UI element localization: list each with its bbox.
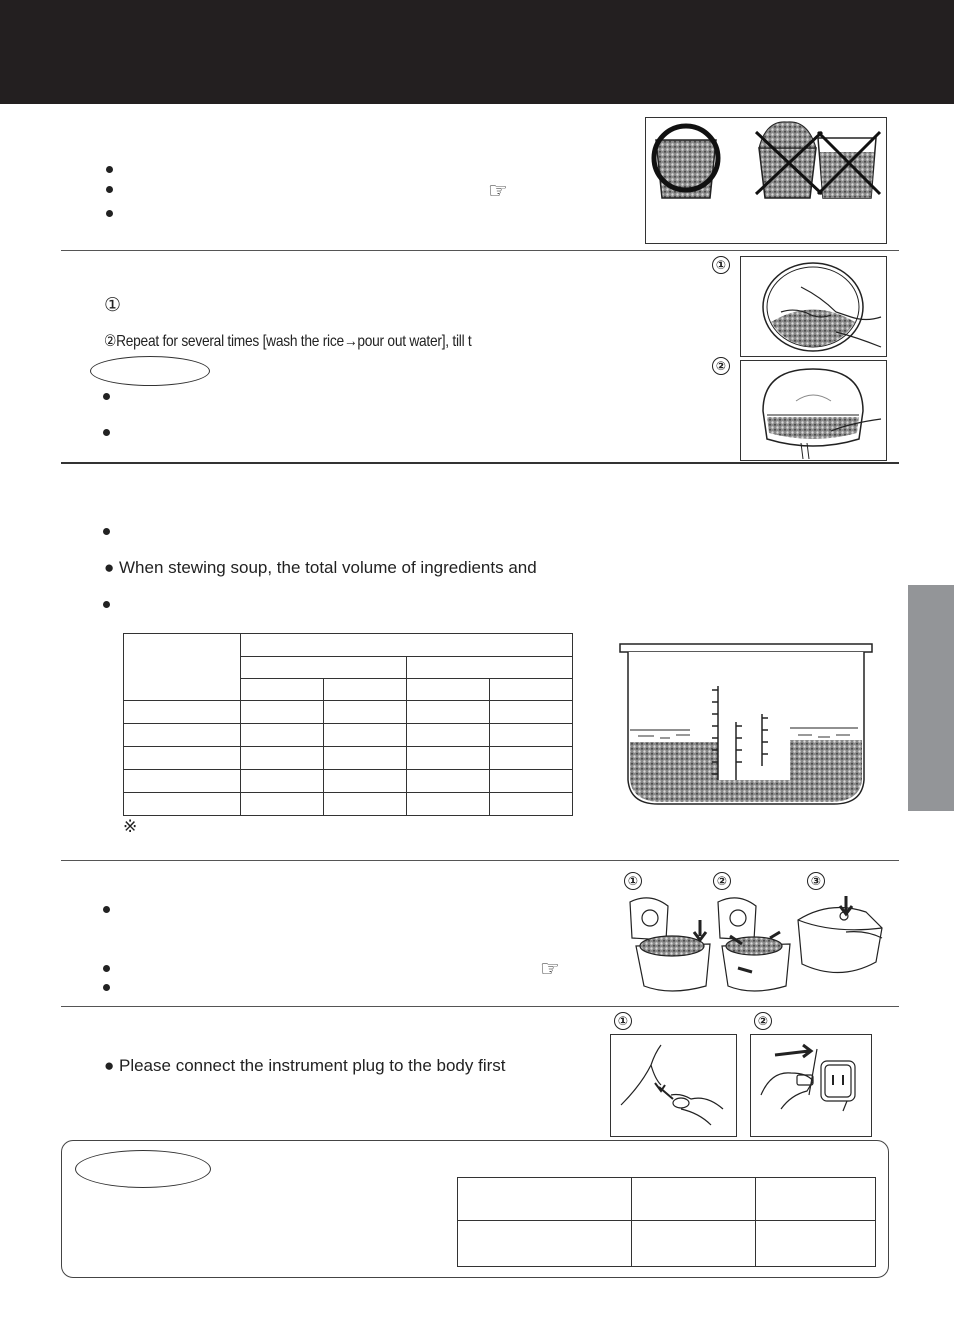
wash-figure-2-label: ②	[712, 357, 730, 375]
wash-figure-1-label: ①	[712, 256, 730, 274]
table-header-cell	[490, 679, 573, 701]
table-row	[124, 770, 573, 793]
plug-connect-text: ● Please connect the instrument plug to the body first	[104, 1056, 506, 1075]
table-header-cell	[407, 657, 573, 679]
table-row	[458, 1221, 876, 1267]
plug-figure-1-label: ①	[614, 1012, 632, 1030]
power-spec-table	[457, 1177, 876, 1267]
note-oval-icon	[75, 1150, 211, 1188]
pour-water-figure	[740, 360, 887, 461]
water-level-table	[123, 633, 573, 816]
set-figure-3-label: ③	[807, 872, 825, 890]
pointing-hand-icon: ☞	[540, 956, 560, 981]
bullet-dot	[103, 601, 110, 608]
pointing-hand-icon: ☞	[488, 178, 508, 203]
bullet-dot	[103, 429, 110, 436]
bullet-dot	[103, 906, 110, 913]
table-footnote-mark: ※	[123, 817, 138, 836]
wash-step2-text: ②Repeat for several times [wash the rice→pour out water], till t	[104, 333, 472, 350]
section-divider	[61, 462, 899, 464]
bullet-dot	[103, 984, 110, 991]
table-row	[124, 747, 573, 770]
bullet-dot	[106, 166, 113, 173]
table-row	[124, 793, 573, 816]
section-divider	[61, 1006, 899, 1007]
plug-to-outlet-figure	[750, 1034, 872, 1137]
wash-step1-number: ①	[104, 295, 122, 316]
section-divider	[61, 860, 899, 861]
table-header-cell	[241, 634, 573, 657]
set-figure-2-label: ②	[713, 872, 731, 890]
table-header-cell	[241, 679, 324, 701]
table-header-cell	[324, 679, 407, 701]
wash-rice-figure	[740, 256, 887, 357]
set-inner-pot-figure	[620, 892, 890, 996]
inner-pot-water-level-figure	[618, 640, 874, 810]
table-row	[124, 724, 573, 747]
bullet-dot	[103, 528, 110, 535]
table-corner-cell	[124, 634, 241, 701]
set-figure-1-label: ①	[624, 872, 642, 890]
page-header-bar	[0, 0, 954, 104]
table-header-cell	[407, 679, 490, 701]
bullet-dot	[103, 393, 110, 400]
bullet-dot	[103, 965, 110, 972]
plug-to-body-figure	[610, 1034, 737, 1137]
section-divider	[61, 250, 899, 251]
measuring-cup-figure	[645, 117, 887, 244]
plug-figure-2-label: ②	[754, 1012, 772, 1030]
soup-volume-text: ● When stewing soup, the total volume of ingredients and	[104, 558, 537, 577]
table-row	[458, 1178, 876, 1221]
side-chapter-tab	[908, 585, 954, 811]
table-header-cell	[241, 657, 407, 679]
note-oval-icon	[90, 356, 210, 386]
table-row	[124, 701, 573, 724]
bullet-dot	[106, 210, 113, 217]
bullet-dot	[106, 186, 113, 193]
